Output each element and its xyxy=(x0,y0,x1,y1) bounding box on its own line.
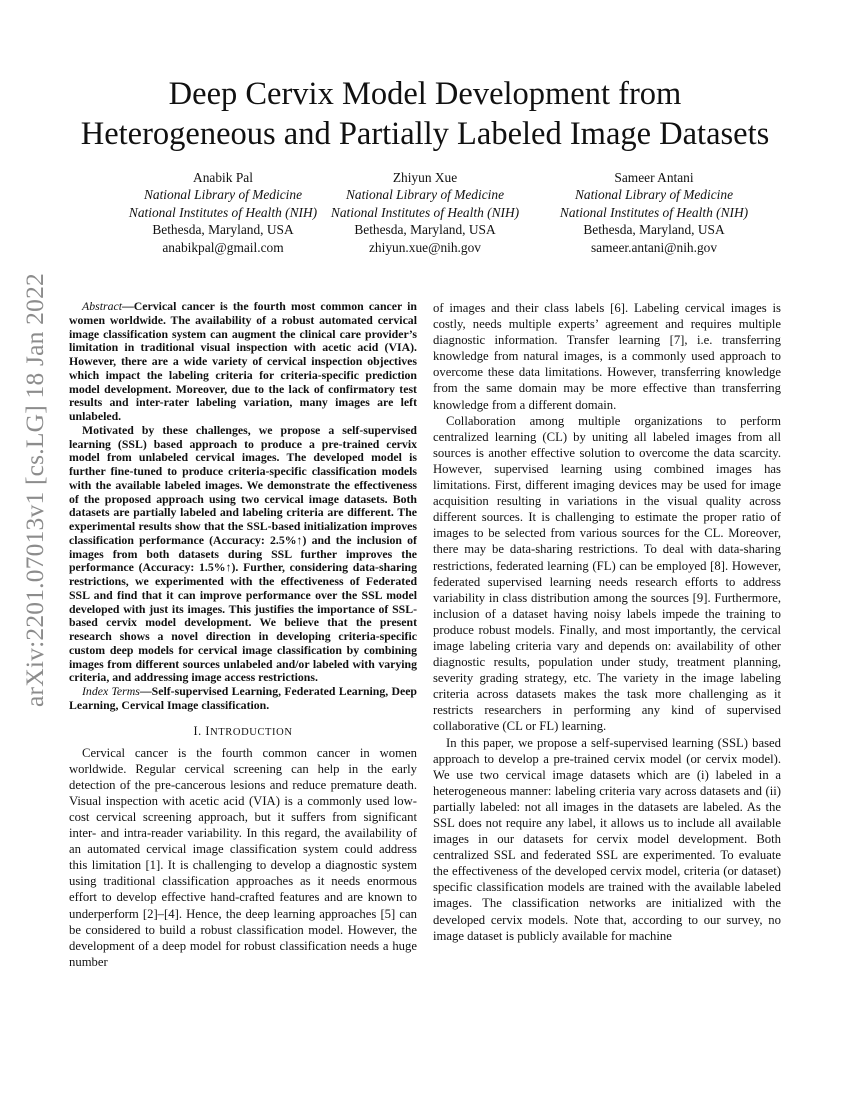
section-title-initial: I xyxy=(205,723,211,738)
author-name: Zhiyun Xue xyxy=(392,170,458,185)
title-line-2: Heterogeneous and Partially Labeled Image Datasets xyxy=(80,116,770,152)
abstract-paragraph-2: Motivated by these challenges, we propose a self-supervised learning (SSL) based approach to produce a pre-trained cervix model from unlabeled cervical images. The developed model is further fine-tuned to produce criteria-specific classification models with the available labeled images. We demonstrate the effectiveness of the proposed approach using two cervical image datasets. Both datasets are partially labeled and labeling criteria are different. The experimental results show that the SSL-based initialization improves classification performance (Accuracy: 2.5%↑) and the inclusion of images from both datasets during SSL further improves the performance (Accuracy: 1.5%↑). Further, considering data-sharing restrictions, we experimented with the effectiveness of Federated SSL and find that it can improve performance over the SSL model developed with just its images. This justifies the importance of SSL-based cervix model development. We believe that the present research shows a novel direction in developing criteria-specific custom deep models for cervical image classification by combining images from different sources unlabeled and/or labeled with varying criteria, and addressing image access restrictions. xyxy=(69,422,417,685)
author-name: Anabik Pal xyxy=(193,170,253,185)
author-block-3 xyxy=(539,169,769,256)
author-email: sameer.antani@nih.gov xyxy=(590,239,718,255)
index-terms-text: —Self-supervised Learning, Federated Learning, Deep Learning, Cervical Image classification. xyxy=(69,684,417,712)
abstract-text-1: —Cervical cancer is the fourth most common cancer in women worldwide. The availability of a robust automated cervical image classification system can augment the clinical care provider’s limitation in traditional visual inspection with acetic acid (VIA). However, there are a wide variety of cervical inspection objectives which impact the labeling criteria for criteria-specific prediction model development. Moreover, due to the lack of confirmatory test results and inter-rater labeling variation, many images are left unlabeled. xyxy=(69,299,417,423)
body-paragraph-1: of images and their class labels [6]. Labeling cervical images is costly, needs multiple experts’ agreement and requires multiple diagnostic information. Transfer learning [7], i.e. transferring knowledge from natural images, is a commonly used approach to overcome these data limitations. However, transferring knowledge from the same domain may be more effective than transferring knowledge from a different domain. xyxy=(433,301,781,412)
author-block-1 xyxy=(108,169,338,256)
body-paragraph-3: In this paper, we propose a self-supervised learning (SSL) based approach to develop a pre-trained cervix model (or cervix model). We use two cervical image datasets which are (i) labeled in a heterogeneous manner: labeling criteria vary across datasets and (ii) partially labeled: not all images in the datasets are labeled. As the SSL does not require any label, it allows us to include all available images in our datasets for cervix model development. Both centralized SSL and federated SSL are experimented. To evaluate the effectiveness of the developed cervix model, criteria (or dataset) specific classification models are trained with the available labeled images. The classification networks are initialized with the developed cervix models. Note that, according to our survey, no image dataset is publicly available for machine xyxy=(433,735,781,943)
left-column xyxy=(69,300,417,970)
paper-title xyxy=(60,74,790,154)
author-affiliation: National Library of Medicine xyxy=(574,187,734,203)
body-paragraph-2: Collaboration among multiple organizations to perform centralized learning (CL) by uniting all labeled images from all sources is another effective solution to overcome the data scarcity. However, supervised learning using combined images has limitations. First, different imaging devices may be used for image acquisition resulting in variations in the visual quality across different sources. It is challenging to estimate the proper ratio of images to be selected from various sources for the CL. Moreover, there may be data-sharing restrictions. To deal with data-sharing restrictions, federated learning (FL) can be employed [8]. However, federated supervised learning needs research efforts to address variability in class distribution among the sources [9]. Furthermore, inclusion of a dataset having noisy labels impede the training to produce robust models. Finally, and most importantly, the cervical image labeling criteria vary and depends on: availability of other diagnostic results, population under study, treatment planning, severity grading strategy, etc. The variety in the image labeling criteria across datasets makes the task more challenging as it restricts researchers in performing any kind of supervised collaborative (CL or FL) learning. xyxy=(433,413,781,734)
intro-paragraph: Cervical cancer is the fourth common cancer in women worldwide. Regular cervical screening can help in the early detection of the pre-cancerous lesions and reduce premature death. Visual inspection with acetic acid (VIA) is a commonly used low-cost cervical screening approach, but it suffers from significant inter- and intra-reader variability. In this regard, the availability of an automated cervical image classification system could address this limitation [1]. It is challenging to develop a diagnostic system using traditional classification approaches as it needs enormous effort to develop effective hand-crafted features and are known to underperform [2]–[4]. Hence, the deep learning approaches [5] can be considered to build a robust classification model. However, the development of a deep model for robust classification needs a huge number xyxy=(69,745,417,969)
author-affiliation: National Institutes of Health (NIH) xyxy=(330,204,520,220)
abstract-label: Abstract xyxy=(82,299,122,313)
author-block-2 xyxy=(310,169,540,256)
abstract-paragraph-1 xyxy=(69,300,417,424)
right-column xyxy=(433,300,781,944)
arxiv-identifier-stamp xyxy=(0,0,70,1100)
section-heading-introduction xyxy=(69,723,417,741)
author-affiliation: National Library of Medicine xyxy=(345,187,505,203)
author-affiliation: National Library of Medicine xyxy=(143,187,303,203)
index-terms-label: Index Terms xyxy=(82,684,140,698)
author-affiliation: National Institutes of Health (NIH) xyxy=(559,204,749,220)
author-email: zhiyun.xue@nih.gov xyxy=(368,239,481,255)
author-name: Sameer Antani xyxy=(614,170,694,185)
author-location: Bethesda, Maryland, USA xyxy=(354,222,496,238)
section-numeral: I. xyxy=(193,723,206,738)
index-terms xyxy=(69,685,417,713)
author-affiliation: National Institutes of Health (NIH) xyxy=(128,204,318,220)
author-email: anabikpal@gmail.com xyxy=(162,239,284,255)
section-title-rest: NTRODUCTION xyxy=(210,726,293,738)
author-location: Bethesda, Maryland, USA xyxy=(152,222,294,238)
title-line-1: Deep Cervix Model Development from xyxy=(168,76,682,112)
author-location: Bethesda, Maryland, USA xyxy=(583,222,725,238)
arxiv-identifier-text: arXiv:2201.07013v1 [cs.LG] 18 Jan 2022 xyxy=(20,273,49,707)
